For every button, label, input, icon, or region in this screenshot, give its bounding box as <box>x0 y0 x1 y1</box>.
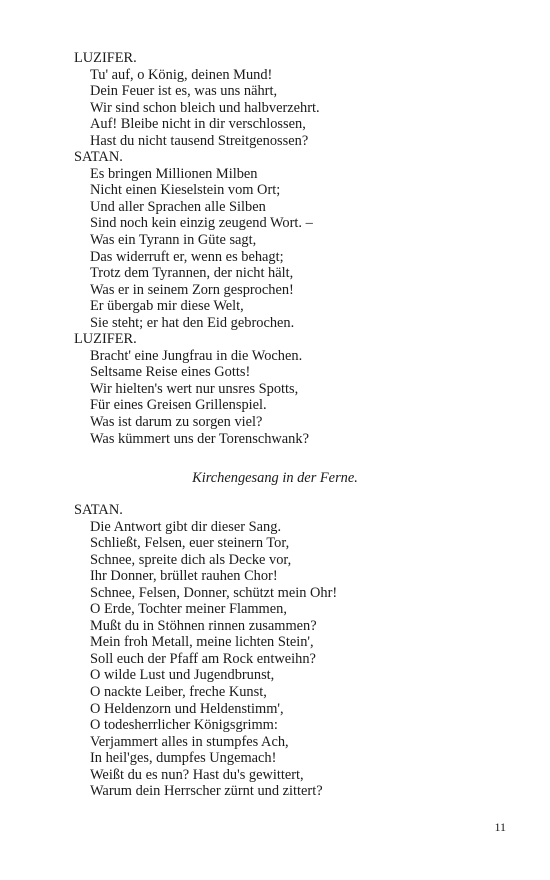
verse-line: O nackte Leiber, freche Kunst, <box>90 684 267 701</box>
verse-line: Die Antwort gibt dir dieser Sang. <box>90 518 282 535</box>
speaker-name: SATAN. <box>74 149 123 166</box>
verse-line: Nicht einen Kieselstein vom Ort; <box>90 182 281 199</box>
verse-line: In heil'ges, dumpfes Ungemach! <box>90 750 277 767</box>
verse-line: Was kümmert uns der Torenschwank? <box>90 430 309 447</box>
verse-line: Soll euch der Pfaff am Rock entweihn? <box>90 650 316 667</box>
verse-line: Schnee, spreite dich als Decke vor, <box>90 551 292 568</box>
speaker-name: LUZIFER. <box>74 331 137 348</box>
verse-line: O wilde Lust und Jugendbrunst, <box>90 667 275 684</box>
page-number: 11 <box>494 820 506 834</box>
verse-line: Ihr Donner, brüllet rauhen Chor! <box>90 568 278 585</box>
verse-line: Dein Feuer ist es, was uns nährt, <box>90 83 278 100</box>
verse-line: Auf! Bleibe nicht in dir verschlossen, <box>90 116 306 133</box>
verse-line: Schließt, Felsen, euer steinern Tor, <box>90 535 290 552</box>
verse-line: Für eines Greisen Grillenspiel. <box>90 397 267 414</box>
verse-line: Das widerruft er, wenn es behagt; <box>90 248 284 265</box>
verse-line: Bracht' eine Jungfrau in die Wochen. <box>90 347 303 364</box>
verse-line: Warum dein Herrscher zürnt und zittert? <box>90 783 323 800</box>
verse-line: Trotz dem Tyrannen, der nicht hält, <box>90 265 294 282</box>
verse-line: Sind noch kein einzig zeugend Wort. – <box>90 215 313 232</box>
verse-line: Tu' auf, o König, deinen Mund! <box>90 66 273 83</box>
verse-line: Wir hielten's wert nur unsres Spotts, <box>90 380 299 397</box>
verse-line: Weißt du es nun? Hast du's gewittert, <box>90 766 304 783</box>
verse-line: Seltsame Reise eines Gotts! <box>90 364 251 381</box>
verse-line: Was ein Tyrann in Güte sagt, <box>90 232 257 249</box>
verse-line: O Erde, Tochter meiner Flammen, <box>90 601 287 618</box>
verse-line: O todesherrlicher Königsgrimm: <box>90 717 278 734</box>
verse-line: Hast du nicht tausend Streitgenossen? <box>90 132 309 149</box>
verse-line: Schnee, Felsen, Donner, schützt mein Ohr! <box>90 584 338 601</box>
verse-line: Mein froh Metall, meine lichten Stein', <box>90 634 314 651</box>
verse-line: Was er in seinem Zorn gesprochen! <box>90 281 294 298</box>
verse-line: Mußt du in Stöhnen rinnen zusammen? <box>90 617 317 634</box>
verse-line: O Heldenzorn und Heldenstimm', <box>90 700 284 717</box>
dialogue-section-2 <box>74 502 494 800</box>
speaker-name: LUZIFER. <box>74 50 137 66</box>
dialogue-section-1 <box>74 50 494 447</box>
verse-line: Was ist darum zu sorgen viel? <box>90 414 263 431</box>
verse-line: Verjammert alles in stumpfes Ach, <box>90 733 289 750</box>
verse-line: Sie steht; er hat den Eid gebrochen. <box>90 314 295 331</box>
speaker-name: SATAN. <box>74 502 123 518</box>
verse-line: Wir sind schon bleich und halbverzehrt. <box>90 99 320 116</box>
verse-line: Und aller Sprachen alle Silben <box>90 198 266 215</box>
verse-line: Es bringen Millionen Milben <box>90 165 258 182</box>
stage-direction: Kirchengesang in der Ferne. <box>192 470 358 486</box>
verse-line: Er übergab mir diese Welt, <box>90 298 244 315</box>
